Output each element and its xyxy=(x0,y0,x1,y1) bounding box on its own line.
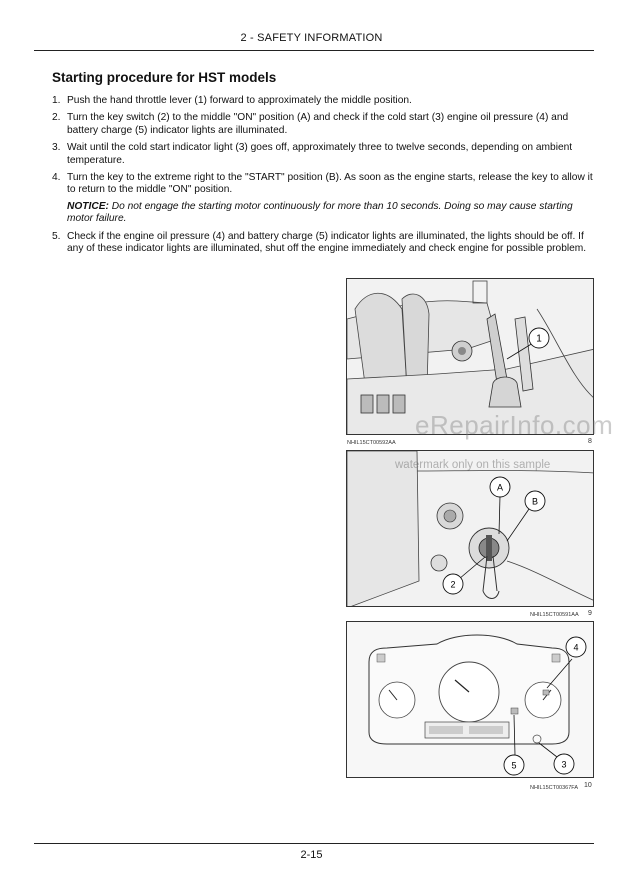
step-number: 1. xyxy=(52,95,61,106)
key-switch-illustration xyxy=(347,451,594,607)
step-1 xyxy=(52,95,597,107)
step-text: Push the hand throttle lever (1) forward to approximately the middle position. xyxy=(67,95,412,106)
step-text: Turn the key switch (2) to the middle "ON" position (A) and check if the cold start (3) engine oil pressure (4) and battery charge (5) indicator lights are illuminated. xyxy=(67,112,569,136)
watermark-note: watermark only on this sample xyxy=(395,459,551,471)
step-text: Wait until the cold start indicator light (3) goes off, approximately three to twelve seconds, depending on ambient temperature. xyxy=(67,142,573,166)
figure-10-number: 10 xyxy=(584,782,592,789)
callout-5: 5 xyxy=(511,760,517,771)
callout-B: B xyxy=(531,496,539,507)
page-header: 2 - SAFETY INFORMATION xyxy=(240,32,383,44)
step-3 xyxy=(52,142,597,167)
figure-8-number: 8 xyxy=(588,438,592,445)
figure-key-switch xyxy=(346,450,594,607)
notice-text: Do not engage the starting motor continuously for more than 10 seconds. Doing so may cause starting motor failure. xyxy=(67,200,573,225)
notice-label: NOTICE: xyxy=(67,200,109,212)
step-number: 4. xyxy=(52,172,61,184)
callout-3: 3 xyxy=(561,759,567,770)
section-title: Starting procedure for HST models xyxy=(52,70,277,85)
figure-10-caption: NHIL15CT00367FA xyxy=(530,785,578,791)
procedure-steps xyxy=(52,95,597,260)
notice xyxy=(67,201,597,226)
watermark-site: eRepairInfo.com xyxy=(415,410,614,440)
footer-rule xyxy=(34,843,594,844)
figure-9-caption: NHIL15CT00591AA xyxy=(530,612,579,618)
page-number: 2-15 xyxy=(300,849,323,861)
header-rule xyxy=(34,50,594,51)
callout-1: 1 xyxy=(536,333,542,345)
instrument-cluster-illustration xyxy=(347,622,594,778)
figure-8-caption: NHIL15CT00592AA xyxy=(347,440,396,446)
callout-A: A xyxy=(496,482,504,493)
figure-instrument-cluster xyxy=(346,621,594,778)
step-number: 3. xyxy=(52,142,61,154)
step-number: 2. xyxy=(52,112,61,124)
step-number: 5. xyxy=(52,230,61,242)
step-4 xyxy=(52,172,597,197)
figure-9-number: 9 xyxy=(588,610,592,617)
step-2 xyxy=(52,112,597,137)
step-5 xyxy=(52,231,597,256)
callout-2: 2 xyxy=(450,579,456,590)
step-text: Check if the engine oil pressure (4) and battery charge (5) indicator lights are illuminated, the lights should be off. If any of these indicator lights are illuminated, shut off the engine immediately and check engine for possible problem. xyxy=(67,230,587,255)
callout-4: 4 xyxy=(573,642,579,653)
step-text: Turn the key to the extreme right to the "START" position (B). As soon as the engine starts, release the key to allow it to return to the middle "ON" position. xyxy=(67,172,593,196)
